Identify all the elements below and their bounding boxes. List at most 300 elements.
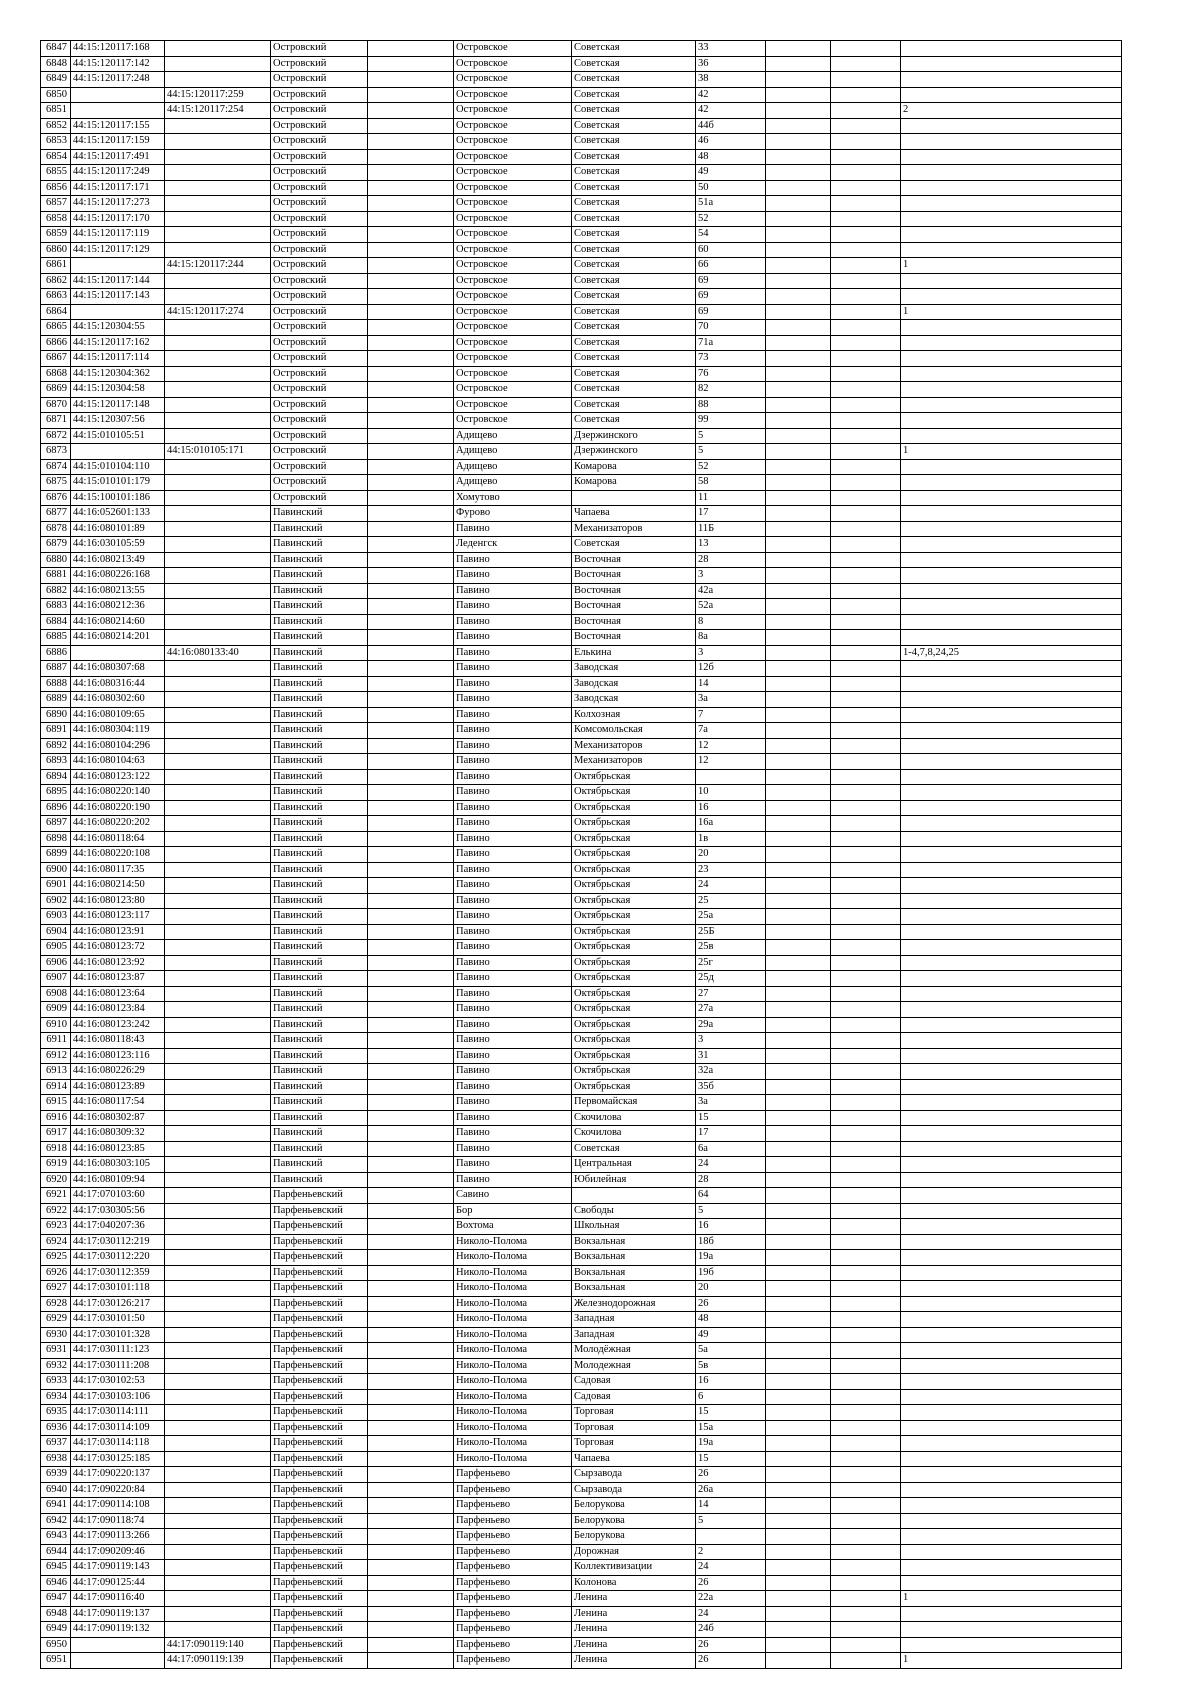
blank-cell-cell <box>766 1358 831 1374</box>
blank-cell-cell <box>766 428 831 444</box>
row-number-cell: 6868 <box>41 366 71 382</box>
blank-cell-cell <box>368 924 454 940</box>
row-number-cell: 6912 <box>41 1048 71 1064</box>
row-number-cell: 6870 <box>41 397 71 413</box>
street-cell: Сырзавода <box>572 1467 696 1483</box>
settlement-cell: Павино <box>454 552 572 568</box>
building-cadastral-number-cell <box>165 831 271 847</box>
building-cadastral-number-cell <box>165 986 271 1002</box>
table-row <box>41 1389 1122 1405</box>
street-cell: Октябрьская <box>572 1048 696 1064</box>
cadastral-number-cell: 44:16:080212:36 <box>71 599 165 615</box>
house-number-cell: 14 <box>696 1498 766 1514</box>
note-cell <box>901 1312 1122 1328</box>
note-cell <box>901 971 1122 987</box>
cadastral-number-cell: 44:15:120117:144 <box>71 273 165 289</box>
blank-cell-cell <box>368 630 454 646</box>
blank-cell-cell <box>831 351 901 367</box>
settlement-cell: Парфеньево <box>454 1637 572 1653</box>
note-cell <box>901 692 1122 708</box>
district-cell: Павинский <box>271 955 368 971</box>
blank-cell-cell <box>368 1219 454 1235</box>
row-number-cell: 6942 <box>41 1513 71 1529</box>
blank-cell-cell <box>368 1575 454 1591</box>
district-cell: Островский <box>271 428 368 444</box>
table-row <box>41 273 1122 289</box>
building-cadastral-number-cell <box>165 397 271 413</box>
building-cadastral-number-cell <box>165 537 271 553</box>
blank-cell-cell <box>368 428 454 444</box>
settlement-cell: Фурово <box>454 506 572 522</box>
table-row <box>41 1048 1122 1064</box>
house-number-cell: 26 <box>696 1467 766 1483</box>
house-number-cell: 19а <box>696 1250 766 1266</box>
house-number-cell: 11Б <box>696 521 766 537</box>
blank-cell-cell <box>831 537 901 553</box>
building-cadastral-number-cell <box>165 1327 271 1343</box>
blank-cell-cell <box>766 1219 831 1235</box>
settlement-cell: Николо-Полома <box>454 1436 572 1452</box>
house-number-cell: 3а <box>696 692 766 708</box>
district-cell: Островский <box>271 165 368 181</box>
district-cell: Павинский <box>271 1079 368 1095</box>
house-number-cell: 60 <box>696 242 766 258</box>
street-cell: Октябрьская <box>572 1002 696 1018</box>
blank-cell-cell <box>368 351 454 367</box>
table-row <box>41 149 1122 165</box>
table-row <box>41 1637 1122 1653</box>
blank-cell-cell <box>368 661 454 677</box>
street-cell: Западная <box>572 1327 696 1343</box>
cadastral-number-cell: 44:17:090220:84 <box>71 1482 165 1498</box>
blank-cell-cell <box>766 676 831 692</box>
settlement-cell: Островское <box>454 351 572 367</box>
blank-cell-cell <box>368 1188 454 1204</box>
note-cell <box>901 816 1122 832</box>
district-cell: Парфеньевский <box>271 1482 368 1498</box>
blank-cell-cell <box>831 630 901 646</box>
settlement-cell: Павино <box>454 1141 572 1157</box>
street-cell: Центральная <box>572 1157 696 1173</box>
row-number-cell: 6924 <box>41 1234 71 1250</box>
blank-cell-cell <box>368 1591 454 1607</box>
district-cell: Павинский <box>271 986 368 1002</box>
row-number-cell: 6852 <box>41 118 71 134</box>
cadastral-number-cell: 44:17:030102:53 <box>71 1374 165 1390</box>
blank-cell-cell <box>831 800 901 816</box>
house-number-cell: 51а <box>696 196 766 212</box>
settlement-cell: Адищево <box>454 428 572 444</box>
district-cell: Павинский <box>271 599 368 615</box>
blank-cell-cell <box>368 1110 454 1126</box>
note-cell <box>901 1529 1122 1545</box>
note-cell <box>901 1064 1122 1080</box>
cadastral-number-cell: 44:17:090119:143 <box>71 1560 165 1576</box>
cadastral-number-cell: 44:17:030112:219 <box>71 1234 165 1250</box>
row-number-cell: 6913 <box>41 1064 71 1080</box>
district-cell: Павинский <box>271 831 368 847</box>
street-cell: Советская <box>572 211 696 227</box>
table-row <box>41 1529 1122 1545</box>
blank-cell-cell <box>831 785 901 801</box>
blank-cell-cell <box>831 1451 901 1467</box>
district-cell: Павинский <box>271 1095 368 1111</box>
cadastral-number-cell: 44:16:080109:94 <box>71 1172 165 1188</box>
street-cell: Западная <box>572 1312 696 1328</box>
cadastral-number-cell: 44:16:080220:140 <box>71 785 165 801</box>
row-number-cell: 6854 <box>41 149 71 165</box>
street-cell: Скочилова <box>572 1110 696 1126</box>
cadastral-number-cell: 44:16:080123:91 <box>71 924 165 940</box>
street-cell: Механизаторов <box>572 754 696 770</box>
house-number-cell: 7 <box>696 707 766 723</box>
note-cell <box>901 1017 1122 1033</box>
cadastral-number-cell <box>71 304 165 320</box>
blank-cell-cell <box>368 645 454 661</box>
street-cell: Сырзавода <box>572 1482 696 1498</box>
house-number-cell: 82 <box>696 382 766 398</box>
building-cadastral-number-cell <box>165 56 271 72</box>
blank-cell-cell <box>831 490 901 506</box>
cadastral-number-cell: 44:15:120304:58 <box>71 382 165 398</box>
street-cell: Комарова <box>572 475 696 491</box>
blank-cell-cell <box>368 1358 454 1374</box>
blank-cell-cell <box>368 1203 454 1219</box>
district-cell: Островский <box>271 87 368 103</box>
house-number-cell: 15 <box>696 1405 766 1421</box>
row-number-cell: 6867 <box>41 351 71 367</box>
blank-cell-cell <box>766 738 831 754</box>
cadastral-number-cell <box>71 103 165 119</box>
note-cell <box>901 599 1122 615</box>
note-cell <box>901 242 1122 258</box>
building-cadastral-number-cell <box>165 971 271 987</box>
blank-cell-cell <box>368 1281 454 1297</box>
blank-cell-cell <box>766 1560 831 1576</box>
cadastral-number-cell: 44:16:080220:108 <box>71 847 165 863</box>
blank-cell-cell <box>766 1482 831 1498</box>
note-cell <box>901 1265 1122 1281</box>
district-cell: Павинский <box>271 800 368 816</box>
row-number-cell: 6914 <box>41 1079 71 1095</box>
row-number-cell: 6883 <box>41 599 71 615</box>
building-cadastral-number-cell <box>165 1172 271 1188</box>
blank-cell-cell <box>831 986 901 1002</box>
note-cell <box>901 335 1122 351</box>
blank-cell-cell <box>766 831 831 847</box>
table-row <box>41 893 1122 909</box>
house-number-cell: 36 <box>696 56 766 72</box>
note-cell <box>901 273 1122 289</box>
blank-cell-cell <box>831 134 901 150</box>
cadastral-number-cell: 44:16:080214:50 <box>71 878 165 894</box>
cadastral-number-cell: 44:15:120117:148 <box>71 397 165 413</box>
settlement-cell: Островское <box>454 227 572 243</box>
street-cell: Первомайская <box>572 1095 696 1111</box>
row-number-cell: 6933 <box>41 1374 71 1390</box>
settlement-cell: Павино <box>454 1079 572 1095</box>
street-cell: Заводская <box>572 692 696 708</box>
street-cell: Советская <box>572 351 696 367</box>
table-row <box>41 1498 1122 1514</box>
district-cell: Парфеньевский <box>271 1250 368 1266</box>
house-number-cell: 19б <box>696 1265 766 1281</box>
table-row <box>41 940 1122 956</box>
cadastral-number-cell: 44:16:080123:242 <box>71 1017 165 1033</box>
note-cell <box>901 1544 1122 1560</box>
blank-cell-cell <box>766 56 831 72</box>
district-cell: Павинский <box>271 676 368 692</box>
note-cell <box>901 1281 1122 1297</box>
blank-cell-cell <box>766 180 831 196</box>
blank-cell-cell <box>831 816 901 832</box>
settlement-cell: Островское <box>454 87 572 103</box>
house-number-cell: 54 <box>696 227 766 243</box>
settlement-cell: Островское <box>454 134 572 150</box>
blank-cell-cell <box>766 1436 831 1452</box>
cadastral-number-cell: 44:15:120117:249 <box>71 165 165 181</box>
street-cell: Октябрьская <box>572 1017 696 1033</box>
district-cell: Островский <box>271 149 368 165</box>
blank-cell-cell <box>368 41 454 57</box>
blank-cell-cell <box>368 1002 454 1018</box>
street-cell: Дорожная <box>572 1544 696 1560</box>
row-number-cell: 6921 <box>41 1188 71 1204</box>
row-number-cell: 6885 <box>41 630 71 646</box>
blank-cell-cell <box>766 1327 831 1343</box>
street-cell: Юбилейная <box>572 1172 696 1188</box>
cadastral-number-cell: 44:17:030101:328 <box>71 1327 165 1343</box>
street-cell: Советская <box>572 258 696 274</box>
street-cell: Торговая <box>572 1436 696 1452</box>
blank-cell-cell <box>831 940 901 956</box>
street-cell: Советская <box>572 289 696 305</box>
row-number-cell: 6850 <box>41 87 71 103</box>
building-cadastral-number-cell <box>165 1033 271 1049</box>
cadastral-number-cell: 44:15:120117:142 <box>71 56 165 72</box>
blank-cell-cell <box>831 1389 901 1405</box>
note-cell <box>901 583 1122 599</box>
blank-cell-cell <box>766 800 831 816</box>
street-cell: Октябрьская <box>572 1064 696 1080</box>
building-cadastral-number-cell <box>165 1420 271 1436</box>
house-number-cell: 42 <box>696 103 766 119</box>
table-row <box>41 986 1122 1002</box>
street-cell: Советская <box>572 273 696 289</box>
cadastral-number-cell: 44:15:010101:179 <box>71 475 165 491</box>
blank-cell-cell <box>766 413 831 429</box>
row-number-cell: 6915 <box>41 1095 71 1111</box>
district-cell: Парфеньевский <box>271 1188 368 1204</box>
street-cell: Чапаева <box>572 506 696 522</box>
settlement-cell: Павино <box>454 971 572 987</box>
blank-cell-cell <box>766 583 831 599</box>
cadastral-number-cell: 44:16:080123:64 <box>71 986 165 1002</box>
street-cell: Октябрьская <box>572 816 696 832</box>
cadastral-number-cell: 44:15:120117:171 <box>71 180 165 196</box>
district-cell: Парфеньевский <box>271 1451 368 1467</box>
district-cell: Павинский <box>271 847 368 863</box>
note-cell: 1-4,7,8,24,25 <box>901 645 1122 661</box>
settlement-cell: Парфеньево <box>454 1575 572 1591</box>
house-number-cell: 27 <box>696 986 766 1002</box>
blank-cell-cell <box>368 769 454 785</box>
cadastral-number-cell: 44:17:030112:220 <box>71 1250 165 1266</box>
building-cadastral-number-cell <box>165 738 271 754</box>
cadastral-number-cell: 44:16:080118:43 <box>71 1033 165 1049</box>
row-number-cell: 6884 <box>41 614 71 630</box>
cadastral-number-cell <box>71 1637 165 1653</box>
table-row <box>41 1172 1122 1188</box>
street-cell: Белорукова <box>572 1498 696 1514</box>
settlement-cell: Николо-Полома <box>454 1420 572 1436</box>
note-cell <box>901 211 1122 227</box>
blank-cell-cell <box>766 754 831 770</box>
blank-cell-cell <box>831 211 901 227</box>
blank-cell-cell <box>831 118 901 134</box>
row-number-cell: 6927 <box>41 1281 71 1297</box>
cadastral-number-cell: 44:16:080123:89 <box>71 1079 165 1095</box>
row-number-cell: 6904 <box>41 924 71 940</box>
table-row <box>41 459 1122 475</box>
building-cadastral-number-cell <box>165 475 271 491</box>
table-row <box>41 1606 1122 1622</box>
blank-cell-cell <box>368 1436 454 1452</box>
settlement-cell: Николо-Полома <box>454 1374 572 1390</box>
blank-cell-cell <box>831 506 901 522</box>
table-row <box>41 211 1122 227</box>
cadastral-number-cell: 44:16:080123:122 <box>71 769 165 785</box>
blank-cell-cell <box>368 1126 454 1142</box>
street-cell: Советская <box>572 413 696 429</box>
blank-cell-cell <box>766 1157 831 1173</box>
district-cell: Павинский <box>271 971 368 987</box>
blank-cell-cell <box>831 1188 901 1204</box>
blank-cell-cell <box>831 227 901 243</box>
cadastral-number-cell: 44:17:090125:44 <box>71 1575 165 1591</box>
street-cell: Советская <box>572 304 696 320</box>
blank-cell-cell <box>831 1358 901 1374</box>
row-number-cell: 6856 <box>41 180 71 196</box>
house-number-cell: 16 <box>696 800 766 816</box>
table-row <box>41 1513 1122 1529</box>
building-cadastral-number-cell <box>165 769 271 785</box>
row-number-cell: 6881 <box>41 568 71 584</box>
blank-cell-cell <box>766 134 831 150</box>
note-cell <box>901 1219 1122 1235</box>
settlement-cell: Вохтома <box>454 1219 572 1235</box>
blank-cell-cell <box>831 1482 901 1498</box>
row-number-cell: 6947 <box>41 1591 71 1607</box>
blank-cell-cell <box>831 878 901 894</box>
district-cell: Парфеньевский <box>271 1498 368 1514</box>
note-cell <box>901 1234 1122 1250</box>
table-row <box>41 366 1122 382</box>
cadastral-number-cell: 44:16:080226:168 <box>71 568 165 584</box>
street-cell: Восточная <box>572 599 696 615</box>
note-cell <box>901 723 1122 739</box>
street-cell: Октябрьская <box>572 878 696 894</box>
blank-cell-cell <box>831 1420 901 1436</box>
blank-cell-cell <box>831 862 901 878</box>
blank-cell-cell <box>368 738 454 754</box>
table-row <box>41 1467 1122 1483</box>
house-number-cell: 15 <box>696 1451 766 1467</box>
cadastral-number-cell: 44:17:090116:40 <box>71 1591 165 1607</box>
street-cell: Советская <box>572 227 696 243</box>
note-cell <box>901 41 1122 57</box>
blank-cell-cell <box>368 1389 454 1405</box>
blank-cell-cell <box>368 320 454 336</box>
cadastral-number-cell: 44:16:080213:55 <box>71 583 165 599</box>
blank-cell-cell <box>368 1079 454 1095</box>
settlement-cell: Павино <box>454 955 572 971</box>
blank-cell-cell <box>831 1436 901 1452</box>
street-cell: Октябрьская <box>572 924 696 940</box>
house-number-cell: 15а <box>696 1420 766 1436</box>
street-cell <box>572 1188 696 1204</box>
street-cell: Советская <box>572 103 696 119</box>
row-number-cell: 6866 <box>41 335 71 351</box>
district-cell: Островский <box>271 366 368 382</box>
row-number-cell: 6945 <box>41 1560 71 1576</box>
building-cadastral-number-cell <box>165 1560 271 1576</box>
house-number-cell: 24 <box>696 1606 766 1622</box>
blank-cell-cell <box>368 382 454 398</box>
street-cell: Восточная <box>572 552 696 568</box>
building-cadastral-number-cell <box>165 1389 271 1405</box>
blank-cell-cell <box>766 366 831 382</box>
cadastral-number-cell: 44:15:120117:248 <box>71 72 165 88</box>
table-row <box>41 1358 1122 1374</box>
blank-cell-cell <box>831 1064 901 1080</box>
note-cell <box>901 754 1122 770</box>
cadastral-number-cell: 44:17:090220:137 <box>71 1467 165 1483</box>
blank-cell-cell <box>766 335 831 351</box>
blank-cell-cell <box>368 1529 454 1545</box>
settlement-cell: Островское <box>454 242 572 258</box>
blank-cell-cell <box>831 413 901 429</box>
street-cell: Октябрьская <box>572 847 696 863</box>
building-cadastral-number-cell <box>165 707 271 723</box>
registry-table <box>40 40 1122 1669</box>
street-cell: Вокзальная <box>572 1250 696 1266</box>
blank-cell-cell <box>831 1265 901 1281</box>
settlement-cell: Парфеньево <box>454 1560 572 1576</box>
note-cell <box>901 1420 1122 1436</box>
house-number-cell: 58 <box>696 475 766 491</box>
blank-cell-cell <box>368 940 454 956</box>
street-cell: Октябрьская <box>572 1079 696 1095</box>
street-cell: Заводская <box>572 676 696 692</box>
house-number-cell: 50 <box>696 180 766 196</box>
house-number-cell: 25 <box>696 893 766 909</box>
house-number-cell: 24б <box>696 1622 766 1638</box>
table-row <box>41 1157 1122 1173</box>
table-row <box>41 1482 1122 1498</box>
blank-cell-cell <box>766 986 831 1002</box>
house-number-cell: 26 <box>696 1637 766 1653</box>
district-cell: Павинский <box>271 583 368 599</box>
note-cell <box>901 118 1122 134</box>
blank-cell-cell <box>368 1467 454 1483</box>
table-row <box>41 1420 1122 1436</box>
street-cell: Вокзальная <box>572 1234 696 1250</box>
row-number-cell: 6939 <box>41 1467 71 1483</box>
house-number-cell: 49 <box>696 165 766 181</box>
building-cadastral-number-cell <box>165 1498 271 1514</box>
blank-cell-cell <box>766 149 831 165</box>
